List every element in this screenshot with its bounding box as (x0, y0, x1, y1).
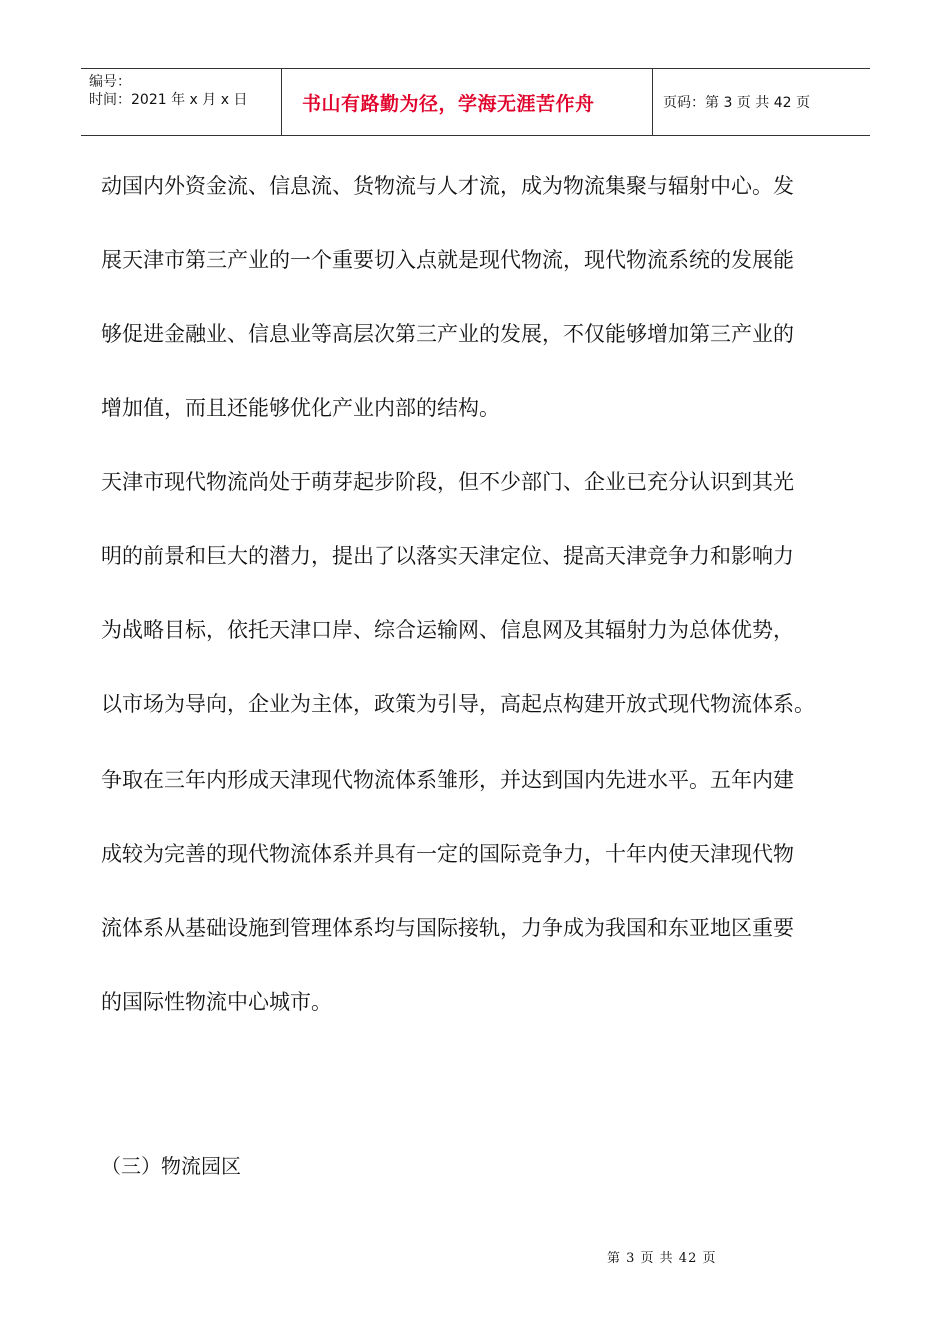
body-line: 够促进金融业、信息业等高层次第三产业的发展，不仅能够增加第三产业的 (101, 322, 794, 346)
body-line: 以市场为导向，企业为主体，政策为引导，高起点构建开放式现代物流体系。 (101, 692, 815, 716)
body-line: 争取在三年内形成天津现代物流体系雏形，并达到国内先进水平。五年内建 (101, 768, 794, 792)
body-line: 动国内外资金流、信息流、货物流与人才流，成为物流集聚与辐射中心。发 (101, 174, 794, 198)
header-page-cell (653, 69, 870, 135)
body-line: 为战略目标，依托天津口岸、综合运输网、信息网及其辐射力为总体优势， (101, 618, 794, 642)
page-header (81, 68, 870, 136)
body-line: 展天津市第三产业的一个重要切入点就是现代物流，现代物流系统的发展能 (101, 248, 794, 272)
body-line: 流体系从基础设施到管理体系均与国际接轨，力争成为我国和东亚地区重要 (101, 916, 794, 940)
serial-number-label: 编号： (89, 74, 131, 90)
body-line: 明的前景和巨大的潜力，提出了以落实天津定位、提高天津竞争力和影响力 (101, 544, 794, 568)
motto-text: 书山有路勤为径，学海无涯苦作舟 (302, 92, 595, 115)
header-meta-cell (81, 69, 282, 135)
body-line: 天津市现代物流尚处于萌芽起步阶段，但不少部门、企业已充分认识到其光 (101, 470, 794, 494)
body-line: 的国际性物流中心城市。 (101, 990, 332, 1014)
page-footer: 第 3 页 共 42 页 (607, 1251, 717, 1266)
header-motto-cell (282, 69, 653, 135)
page-info: 页码：第 3 页 共 42 页 (663, 95, 810, 111)
body-line: 成较为完善的现代物流体系并具有一定的国际竞争力，十年内使天津现代物 (101, 842, 794, 866)
body-line: 增加值，而且还能够优化产业内部的结构。 (101, 396, 500, 420)
date-label: 时间：2021 年 x 月 x 日 (89, 92, 248, 108)
section-heading: （三）物流园区 (101, 1154, 241, 1178)
